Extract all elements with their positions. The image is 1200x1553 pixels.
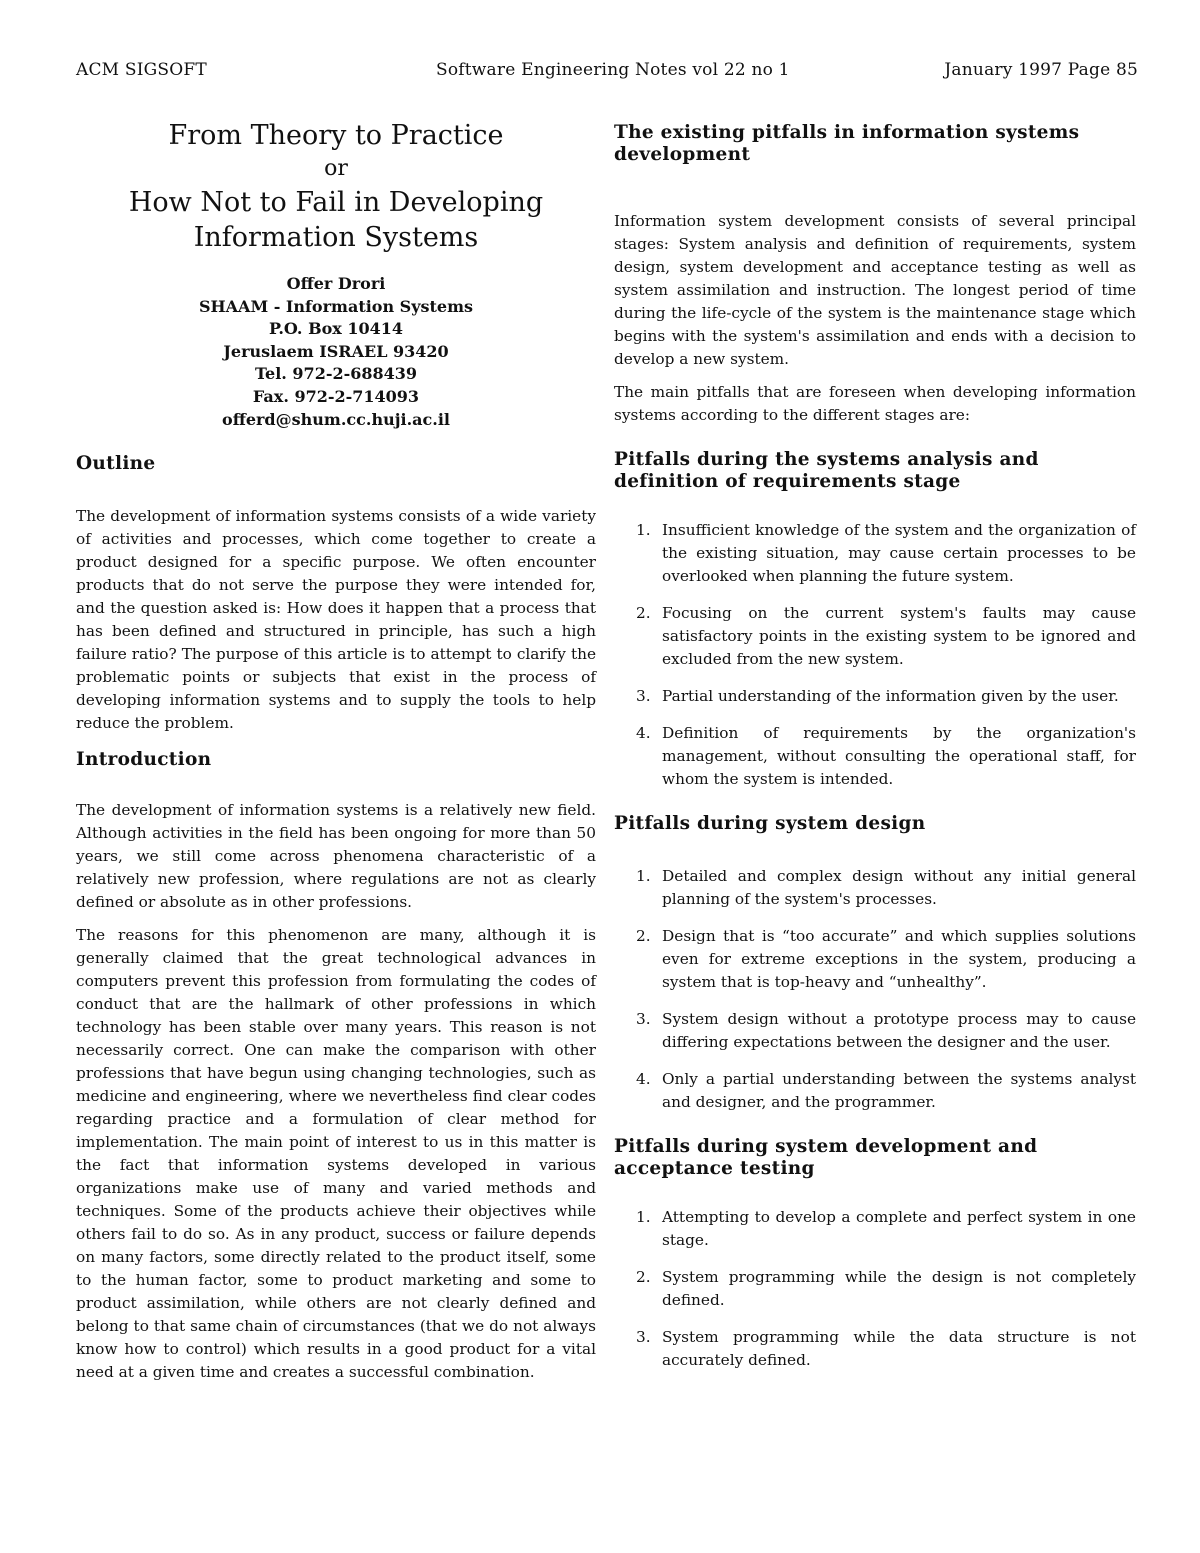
author-email: offerd@shum.cc.huji.ac.il [222,409,450,429]
list-item [614,519,1136,588]
list-item-text: System programming while the design is not completely defined. [662,1268,1136,1309]
introduction-heading: Introduction [76,749,212,771]
author-telephone: Tel. 972-2-688439 [254,364,418,384]
list-item-number: 1. [636,867,651,885]
list-item-text: Design that is “too accurate” and which supplies solutions even for extreme exceptions in the system, producing a system that is top-heavy and “unhealthy”. [662,927,1136,991]
pitfalls-paragraph-1: Information system development consists of several principal stages: System analysis and definition of requirements, system design, system development and acceptance testing as well as system assimilation and instruction. The longest period of time during the life-cycle of the system is the maintenance stage which begins with the system's assimilation and ends with a decision to develop a new system. [614,212,1136,368]
list-item-number: 3. [636,1010,651,1028]
list-item-number: 4. [636,1070,651,1088]
list-item [614,1008,1136,1054]
list-item [614,865,1136,911]
pitfalls-heading: The existing pitfalls in information systems development [614,122,1080,165]
list-item [614,685,1136,708]
list-item-text: Attempting to develop a complete and perfect system in one stage. [662,1208,1136,1249]
list-item [614,1206,1136,1252]
list-item-text: System programming while the data structure is not accurately defined. [662,1328,1136,1369]
paper-title-line-1: From Theory to Practice [168,120,504,151]
list-item-number: 2. [636,1268,651,1286]
development-pitfalls-heading: Pitfalls during system development and acceptance testing [614,1136,1038,1179]
author-po-box: P.O. Box 10414 [268,319,404,339]
list-item-number: 2. [636,604,651,622]
design-pitfalls-list [614,865,1136,1114]
pitfalls-paragraph-2: The main pitfalls that are foreseen when developing information systems according to the different stages are: [614,383,1136,424]
list-item [614,1326,1136,1372]
analysis-pitfalls-heading: Pitfalls during the systems analysis and definition of requirements stage [614,449,1039,492]
author-organization: SHAAM - Information Systems [198,296,474,316]
list-item-text: System design without a prototype process may to cause differing expectations between the designer and the user. [662,1010,1136,1051]
list-item [614,722,1136,791]
list-item-number: 1. [636,1208,651,1226]
paper-title-line-4: Information Systems [193,222,479,253]
author-block [76,273,596,431]
left-column [76,118,596,1394]
right-column [614,118,1136,1386]
introduction-paragraph-1: The development of information systems is a relatively new field. Although activities in the field has been ongoing for more than 50 years, we still come across phenomena characteristic of a relatively new profession, where regulations are not as clearly defined or absolute as in other professions. [76,801,596,912]
analysis-pitfalls-list [614,519,1136,791]
author-fax: Fax. 972-2-714093 [252,386,420,406]
author-name: Offer Drori [286,274,386,293]
outline-heading: Outline [76,453,156,475]
paper-title-or: or [324,156,348,181]
outline-paragraph: The development of information systems consists of a wide variety of activities and processes, which come together to create a product designed for a specific purpose. We often encounter products that do not serve the purpose they were intended for, and the question asked is: How does it happen that a process that has been defined and structured in principle, has such a high failure ratio? The purpose of this article is to attempt to clarify the problematic points or subjects that exist in the process of developing information systems and to supply the tools to help reduce the problem. [76,507,596,733]
development-pitfalls-list [614,1206,1136,1372]
list-item-number: 2. [636,927,651,945]
header-date-page: January 1997 Page 85 [944,60,1138,80]
list-item [614,1068,1136,1114]
list-item [614,925,1136,994]
paper-title-line-3: How Not to Fail in Developing [128,187,544,218]
list-item [614,1266,1136,1312]
list-item-text: Only a partial understanding between the systems analyst and designer, and the programmer. [662,1070,1136,1111]
list-item-number: 3. [636,1328,651,1346]
list-item-text: Partial understanding of the information given by the user. [662,687,1119,705]
list-item-text: Definition of requirements by the organization's management, without consulting the operational staff, for whom the system is intended. [662,724,1136,788]
header-journal: ACM SIGSOFT [76,60,207,80]
list-item-number: 1. [636,521,651,539]
list-item-text: Insufficient knowledge of the system and the organization of the existing situation, may cause certain processes to be overlooked when planning the future system. [662,521,1136,585]
list-item-number: 4. [636,724,651,742]
list-item-number: 3. [636,687,651,705]
author-city: Jeruslaem ISRAEL 93420 [223,341,449,361]
header-volume: Software Engineering Notes vol 22 no 1 [436,60,790,80]
list-item-text: Detailed and complex design without any initial general planning of the system's processes. [662,867,1136,908]
list-item-text: Focusing on the current system's faults may cause satisfactory points in the existing system to be ignored and excluded from the new system. [662,604,1136,668]
design-pitfalls-heading: Pitfalls during system design [614,813,926,834]
title-block [76,118,596,431]
introduction-paragraph-2: The reasons for this phenomenon are many, although it is generally claimed that the great technological advances in computers prevent this profession from formulating the codes of conduct that are the hallmark of other professions in which technology has been stable over many years. This reason is not necessarily correct. One can make the comparison with other professions that have begun using changing technologies, such as medicine and engineering, where we nevertheless find clear codes regarding practice and a formulation of clear method for implementation. The main point of interest to us in this matter is the fact that information systems developed in various organizations make use of many and varied methods and techniques. Some of the products achieve their objectives while others fail to do so. As in any product, success or failure depends on many factors, some directly related to the product itself, some to the human factor, some to product marketing and some to product assimilation, while others are not clearly defined and belong to that same chain of circumstances (that we do not always know how to control) which results in a good product for a vital need at a given time and creates a successful combination. [76,926,596,1382]
running-header [76,60,1138,84]
list-item [614,602,1136,671]
